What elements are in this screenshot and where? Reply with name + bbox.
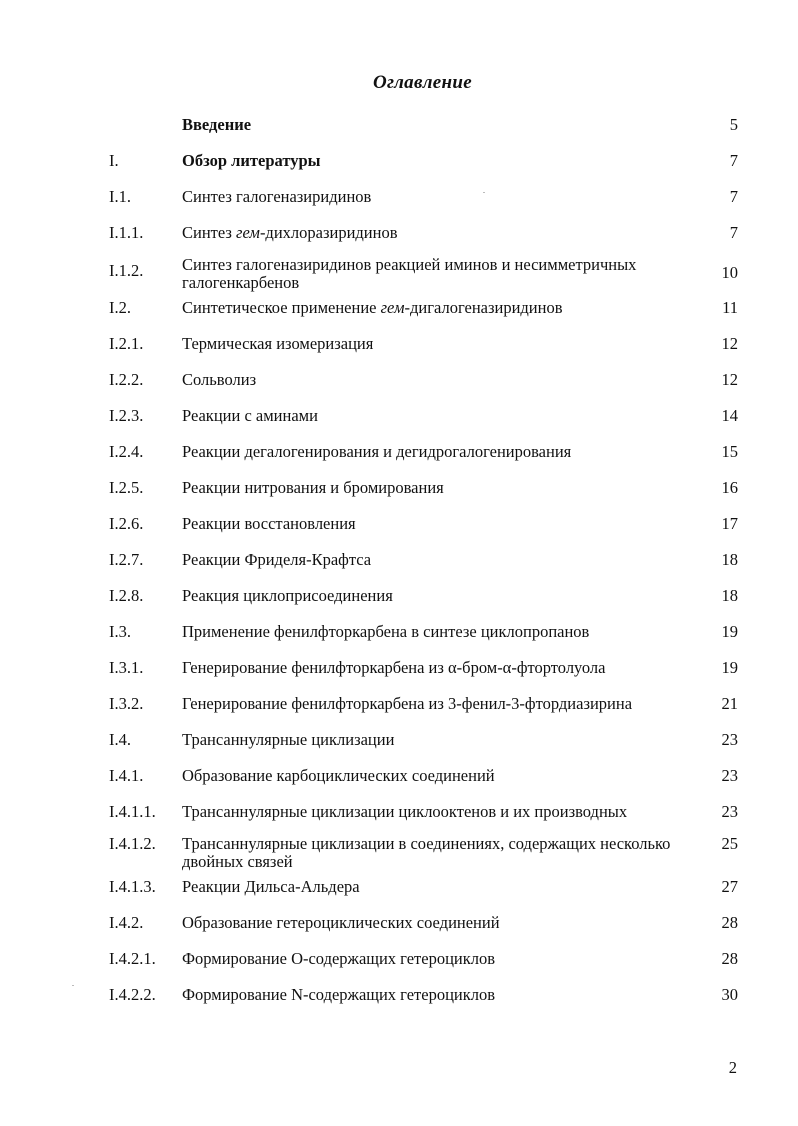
toc-title: Образование гетероциклических соединений [182,913,500,932]
toc-title-italic: гем [380,298,405,317]
toc-row [0,473,798,509]
toc-number: I.2.3. [109,406,144,425]
toc-number: I.2.2. [109,370,144,389]
toc-title: Обзор литературы [182,151,321,170]
toc-number: I.3.2. [109,694,144,713]
toc-number: I.4. [109,730,131,749]
toc-page: 18 [721,586,738,605]
toc-row [0,653,798,689]
toc-number: I.1.2. [109,261,144,280]
toc-number: I.1. [109,187,131,206]
toc-page: 27 [721,877,738,896]
toc-page: 12 [721,370,738,389]
toc-title: Применение фенилфторкарбена в синтезе циклопропанов [182,622,590,641]
scan-speck [72,985,74,986]
toc-page: 7 [729,187,738,206]
toc-row [0,689,798,725]
toc-page: 28 [721,913,738,932]
toc-title: Синтез галогеназиридинов реакцией иминов и несимметричных галогенкарбенов [182,255,637,292]
toc-page: 18 [721,550,738,569]
toc-title-part: Синтез [182,223,237,242]
toc-title: Реакции с аминами [182,406,318,425]
toc-page: 25 [721,834,738,853]
toc-row [0,293,798,329]
toc-title: Трансаннулярные циклизации циклооктенов и их производных [182,802,628,821]
toc-row [0,110,798,146]
toc-row [0,581,798,617]
toc-number: I.2.6. [109,514,144,533]
toc-row [0,218,798,254]
toc-number: I.2. [109,298,131,317]
toc-row [0,872,798,908]
toc-title: Формирование N-содержащих гетероциклов [182,985,496,1004]
toc-title-part: Синтетическое применение [182,298,381,317]
toc-title: Реакции Дильса-Альдера [182,877,360,896]
toc-row [0,761,798,797]
toc-title: Реакции дегалогенирования и дегидрогалогенирования [182,442,572,461]
toc-title: Термическая изомеризация [182,334,374,353]
toc-number: I.2.5. [109,478,144,497]
toc-row [0,980,798,1016]
toc-page: 14 [721,406,738,425]
toc-row [0,146,798,182]
toc-row [0,545,798,581]
toc-title [182,299,692,317]
page-title: Оглавление [373,72,472,93]
toc-title: Образование карбоциклических соединений [182,766,495,785]
toc-page: 19 [721,658,738,677]
table-of-contents [0,110,798,1016]
toc-number: I.3. [109,622,131,641]
toc-row [0,908,798,944]
toc-page: 16 [721,478,738,497]
toc-page: 10 [721,263,738,282]
toc-page: 23 [721,802,738,821]
toc-title: Реакция циклоприсоединения [182,586,393,605]
toc-title: Генерирование фенилфторкарбена из α-бром-α-фтортолуола [182,658,606,677]
toc-title-part: -дихлоразиридинов [259,223,398,242]
toc-title: Трансаннулярные циклизации [182,730,395,749]
toc-page: 23 [721,766,738,785]
toc-row [0,509,798,545]
toc-number: I.3.1. [109,658,144,677]
toc-row [0,182,798,218]
toc-title: Введение [182,115,252,134]
toc-row [0,797,798,833]
toc-title: Реакции восстановления [182,514,356,533]
toc-number: I.2.1. [109,334,144,353]
toc-page: 12 [721,334,738,353]
toc-title: Генерирование фенилфторкарбена из 3-фенил-3-фтордиазирина [182,694,633,713]
page-number: 2 [728,1058,737,1077]
toc-number: I.2.4. [109,442,144,461]
toc-title-italic: гем [236,223,260,242]
toc-page: 17 [721,514,738,533]
scan-speck [483,192,485,193]
toc-title: Синтез галогеназиридинов [182,187,372,206]
toc-row [0,725,798,761]
toc-page: 28 [721,949,738,968]
toc-page: 7 [729,223,738,242]
toc-row [0,254,798,293]
toc-number: I.2.8. [109,586,144,605]
toc-number: I.4.1. [109,766,144,785]
toc-number: I. [109,151,119,170]
toc-row [0,944,798,980]
toc-row [0,617,798,653]
toc-page: 7 [729,151,738,170]
toc-number: I.4.1.3. [109,877,156,896]
toc-title: Реакции Фриделя-Крафтса [182,550,372,569]
toc-number: I.4.1.2. [109,834,156,853]
toc-title: Реакции нитрования и бромирования [182,478,444,497]
toc-number: I.1.1. [109,223,144,242]
toc-page: 19 [721,622,738,641]
toc-number: I.4.2.1. [109,949,156,968]
toc-number: I.4.1.1. [109,802,156,821]
toc-page: 15 [721,442,738,461]
toc-title-part: -дигалогеназиридинов [404,298,563,317]
toc-page: 30 [721,985,738,1004]
toc-number: I.2.7. [109,550,144,569]
toc-page: 21 [721,694,738,713]
toc-row [0,401,798,437]
toc-row [0,365,798,401]
toc-row [0,833,798,872]
toc-title [182,224,692,242]
toc-number: I.4.2.2. [109,985,156,1004]
toc-title: Сольволиз [182,370,257,389]
toc-row [0,329,798,365]
toc-page: 11 [722,298,738,317]
toc-title: Трансаннулярные циклизации в соединениях, содержащих несколько двойных связей [182,834,671,871]
toc-row [0,437,798,473]
toc-number: I.4.2. [109,913,144,932]
toc-page: 23 [721,730,738,749]
toc-title: Формирование О-содержащих гетероциклов [182,949,496,968]
toc-page: 5 [729,115,738,134]
